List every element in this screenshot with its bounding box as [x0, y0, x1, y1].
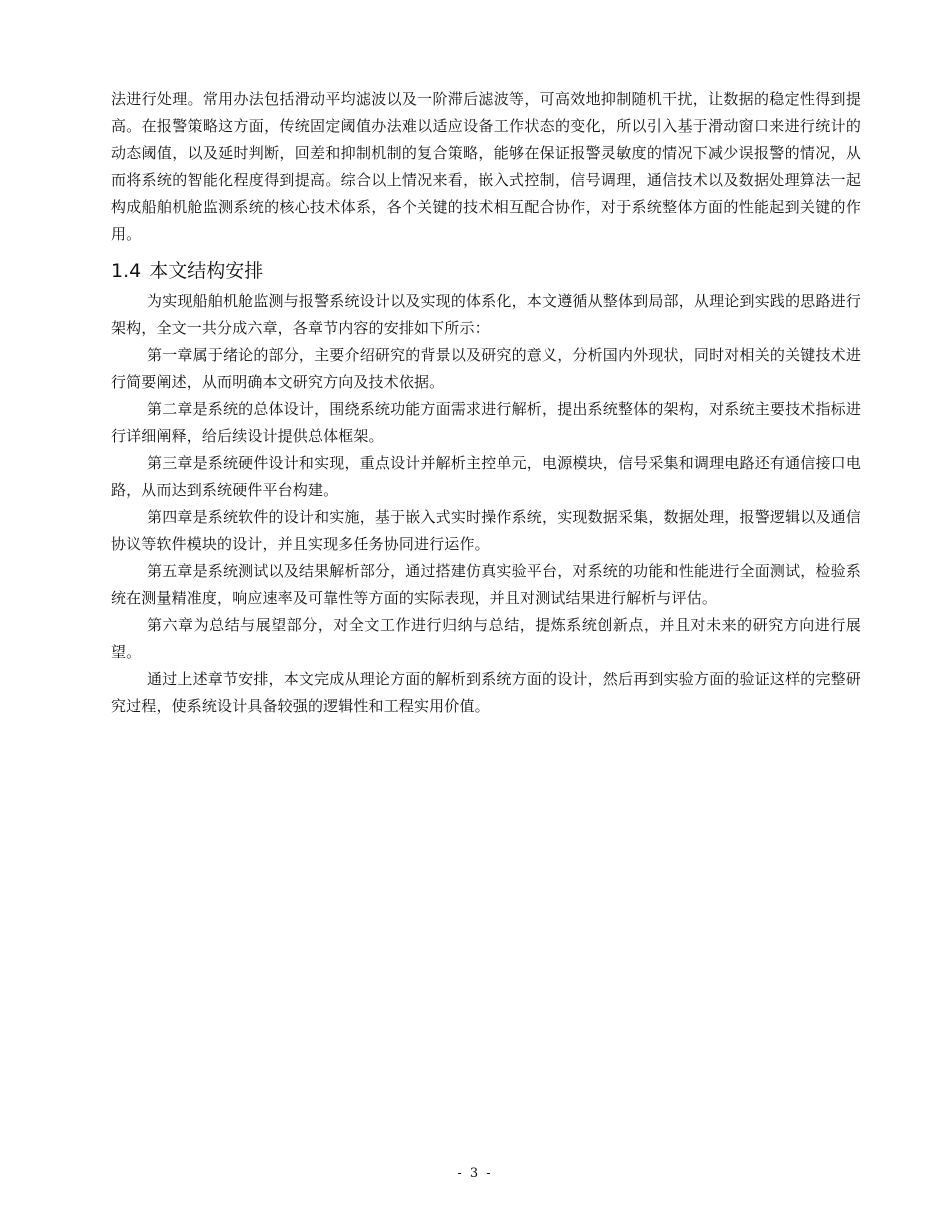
body-paragraph-chapter-6: 第六章为总结与展望部分，对全文工作进行归纳与总结，提炼系统创新点，并且对未来的研究方向进行展望。 — [111, 616, 861, 661]
body-paragraph-intro: 为实现船舶机舱监测与报警系统设计以及实现的体系化，本文遵循从整体到局部，从理论到实践的思路进行架构，全文一共分成六章，各章节内容的安排如下所示： — [111, 292, 861, 337]
body-paragraph-chapter-2: 第二章是系统的总体设计，围绕系统功能方面需求进行解析，提出系统整体的架构，对系统主要技术指标进行详细阐释，给后续设计提供总体框架。 — [111, 400, 861, 445]
section-heading — [111, 254, 861, 288]
body-paragraph-chapter-4: 第四章是系统软件的设计和实施，基于嵌入式实时操作系统，实现数据采集，数据处理，报警逻辑以及通信协议等软件模块的设计，并且实现多任务协同进行运作。 — [111, 508, 861, 553]
body-paragraph-conclusion: 通过上述章节安排，本文完成从理论方面的解析到系统方面的设计，然后再到实验方面的验证这样的完整研究过程，使系统设计具备较强的逻辑性和工程实用价值。 — [111, 670, 861, 715]
page-number: - 3 - — [457, 1166, 493, 1181]
body-paragraph-chapter-5: 第五章是系统测试以及结果解析部分，通过搭建仿真实验平台，对系统的功能和性能进行全面测试，检验系统在测量精准度，响应速率及可靠性等方面的实际表现，并且对测试结果进行解析与评估。 — [111, 562, 861, 607]
section-number: 1.4 — [111, 260, 142, 282]
section-title: 本文结构安排 — [149, 260, 264, 282]
body-paragraph-chapter-3: 第三章是系统硬件设计和实现，重点设计并解析主控单元，电源模块，信号采集和调理电路还有通信接口电路，从而达到系统硬件平台构建。 — [111, 454, 861, 499]
continuation-paragraph: 法进行处理。常用办法包括滑动平均滤波以及一阶滞后滤波等，可高效地抑制随机干扰，让数据的稳定性得到提高。在报警策略这方面，传统固定阈值办法难以适应设备工作状态的变化，所以引入基于滑动窗口来进行统计的动态阈值，以及延时判断，回差和抑制机制的复合策略，能够在保证报警灵敏度的情况下减少误报警的情况，从而将系统的智能化程度得到提高。综合以上情况来看，嵌入式控制，信号调理，通信技术以及数据处理算法一起构成船舶机舱监测系统的核心技术体系，各个关键的技术相互配合协作，对于系统整体方面的性能起到关键的作用。 — [111, 90, 861, 243]
page-body — [111, 86, 861, 720]
body-paragraph-chapter-1: 第一章属于绪论的部分，主要介绍研究的背景以及研究的意义，分析国内外现状，同时对相关的关键技术进行简要阐述，从而明确本文研究方向及技术依据。 — [111, 346, 861, 391]
